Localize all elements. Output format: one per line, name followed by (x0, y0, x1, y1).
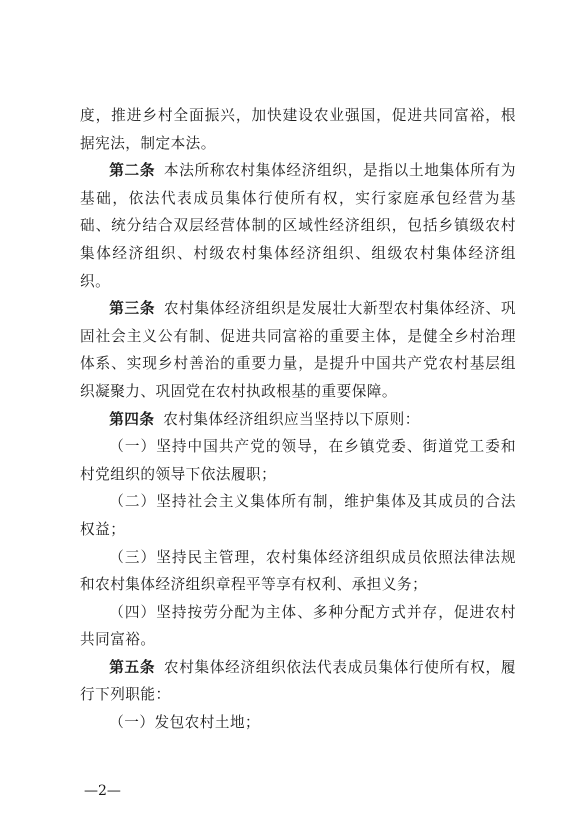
paragraph-text: 本法所称农村集体经济组织，是指以土地集体所有为基础，依法代表成员集体行使所有权，实行家庭承包经营为基础、统分结合双层经营体制的区域性经济组织，包括乡镇级农村集体经济组织、村级农村集体经济组织、组级农村集体经济组织。 (80, 162, 516, 290)
article-2 (80, 157, 516, 295)
paragraph-text: （一）坚持中国共产党的领导，在乡镇党委、街道党工委和村党组织的领导下依法履职； (80, 438, 516, 483)
list-item-4 (80, 599, 516, 654)
paragraph-text: 农村集体经济组织依法代表成员集体行使所有权，履行下列职能： (80, 658, 516, 704)
list-item-2 (80, 488, 516, 543)
article-heading: 第五条 (109, 658, 156, 676)
article-heading: 第三条 (109, 300, 156, 318)
paragraph-text: （三）坚持民主管理，农村集体经济组织成员依照法律法规和农村集体经济组织章程平等享有权利、承担义务； (80, 548, 516, 594)
article-5 (80, 654, 516, 709)
article-4 (80, 406, 516, 434)
paragraph-text: （四）坚持按劳分配为主体、多种分配方式并存，促进农村共同富裕。 (80, 603, 516, 649)
article-heading: 第四条 (109, 410, 155, 428)
paragraph-text: （二）坚持社会主义集体所有制，维护集体及其成员的合法权益； (80, 493, 516, 538)
body-text (80, 102, 516, 737)
list-item-5 (80, 709, 516, 737)
paragraph-text: 农村集体经济组织应当坚持以下原则： (163, 410, 420, 428)
page-number: —2— (84, 783, 121, 799)
article-3 (80, 295, 516, 405)
paragraph-0 (80, 102, 516, 157)
article-heading: 第二条 (109, 162, 156, 180)
paragraph-text: 度，推进乡村全面振兴，加快建设农业强国，促进共同富裕，根据宪法，制定本法。 (80, 107, 516, 152)
list-item-3 (80, 544, 516, 599)
paragraph-text: 农村集体经济组织是发展壮大新型农村集体经济、巩固社会主义公有制、促进共同富裕的重要主体，是健全乡村治理体系、实现乡村善治的重要力量，是提升中国共产党农村基层组织凝聚力、巩固党在农村执政根基的重要保障。 (80, 300, 516, 400)
paragraph-text: （一）发包农村土地； (109, 714, 261, 732)
list-item-1 (80, 433, 516, 488)
